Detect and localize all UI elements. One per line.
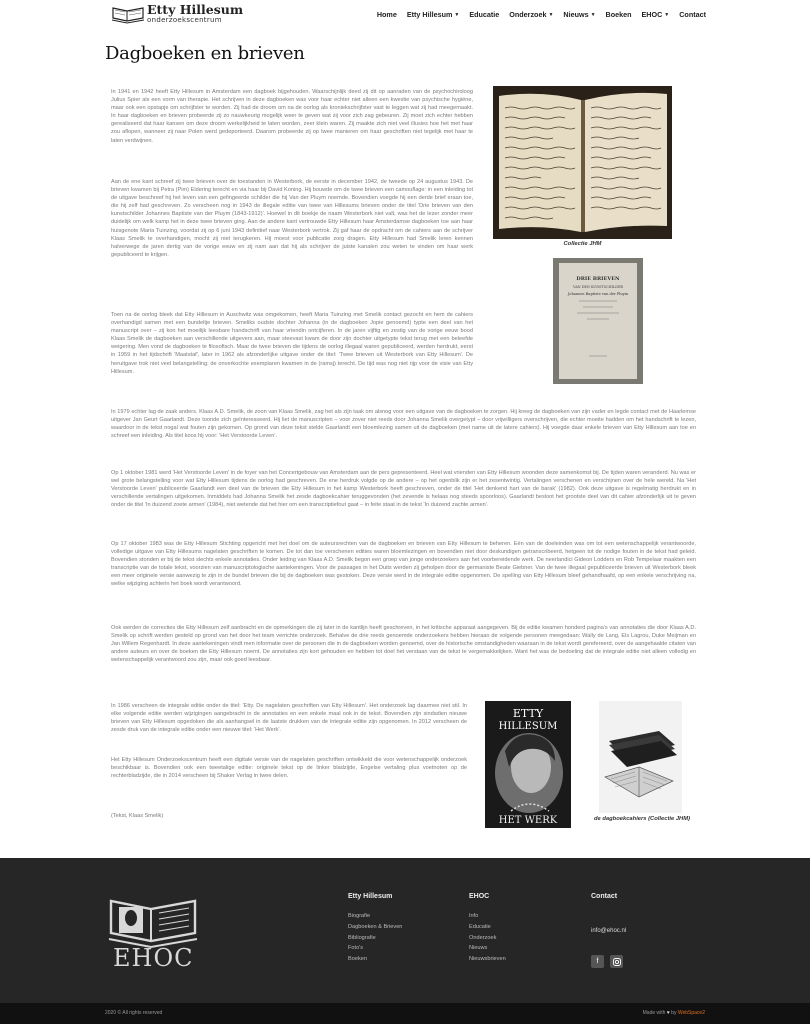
instagram-icon[interactable]: [610, 955, 623, 968]
book-logo-icon: [111, 4, 145, 24]
paragraph-8: In 1986 verscheen de integrale editie onder de titel: 'Etty. De nagelaten geschriften van Etty Hillesum'. Het onderzoek lag daarmee niet stil. In elke volgende editie werden wijzigingen aangebracht in de annotaties en een enkele maal ook in de tekst. Bovendien zijn sindsdien nieuwe brieven van Etty Hillesum opgedoken die als aanhangsel in de laatste drukken van de integrale editie zijn opgenomen. In 2012 verscheen de zesde druk van de integrale editie onder een nieuwe titel: 'Het Werk'.: [111, 703, 467, 734]
book-cover-title-1: ETTY: [512, 707, 544, 720]
nav-label: Contact: [679, 10, 706, 19]
footer-link-onderzoek[interactable]: Onderzoek: [469, 934, 497, 941]
nav-nieuws[interactable]: [563, 10, 595, 19]
made-with-credit: [643, 1010, 705, 1016]
caret-down-icon: ▼: [664, 11, 670, 18]
footer-link-info[interactable]: Info: [469, 913, 479, 919]
paragraph-3: Toen na de oorlog bleek dat Etty Hillesum in Auschwitz was omgekomen, heeft Maria Tuinzing met Smelik contact gezocht en hem de cahiers overhandigd samen met een bundeltje brieven. Smeliks oudste dochter Johanna (in de dagboeken Jopie genoemd) typte een deel van het manuscript over – zij kon het moeilijk leesbare handschrift van haar vriendin ontcijferen. In de jaren vijftig en zestig van de vorige eeuw bood Klaas Smelik de dagboeken aan verschillende uitgevers aan, maar steevast kwam de door zijn dochter uitgetypte tekst terug met een beleefde weigering. Men vond de dagboeken te filosofisch. Maar de twee brieven die tijdens de oorlog illegaal waren gepubliceerd, werden herdrukt, eerst in 1959 in het tijdschrift 'Maatstaf', later in 1962 als afzonderlijke uitgave onder de titel: 'Twee brieven uit Westerbork van Etty Hillesum'. De heruitgave trok niet veel belangstelling; de onverkochte exemplaren kwamen in de (ramsj) terecht. De tijd was nog niet rijp voor de visie van Etty Hillesum.: [111, 312, 473, 375]
caret-down-icon: ▼: [454, 11, 460, 18]
paragraph-5: Op 1 oktober 1981 werd 'Het Verstoorde Leven' in de foyer van het Concertgebouw van Amsterdam aan de pers gepresenteerd. Heel wat vrienden van Etty Hillesum woonden deze samenkomst bij. De tijden waren veranderd. Nu was er wel grote belangstelling voor wat Etty Hillesum tijdens de oorlog had geschreven. De ene herdruk volgde op de andere – op het ogenblik zijn er het zesentwintig. Vertalingen verschenen en verschijnen over de hele wereld. Na 'Het Verstoorde Leven' publiceerde Gaarlandt een deel van de brieven die Etty Hillesum in het kamp Westerbork heeft geschreven, onder de titel 'Het denkend hart van de barak' (1982). Ook deze uitgave is regelmatig herdrukt en in verschillende vertalingen uitgekomen. Inmiddels had Johanna Smelik het zesde dagboekcahier teruggevonden (het zevende is helaas nog steeds spoorloos). Gaarlandt besloot het grootste deel van dit cahier afzonderlijk uit te geven onder de titel 'In duizend zoete armen' (1984), niet wetende dat het hier om een transcriptiefout gaat – in feite staat in de tekst 'In duizend zachte armen'.: [111, 470, 696, 509]
booklet-line-1: DRIE BRIEVEN: [576, 276, 620, 282]
webspace2-link[interactable]: WebSpace2: [677, 1010, 705, 1016]
paragraph-7: Ook werden de correcties die Etty Hillesum zelf aanbracht en de opmerkingen die zij later in de kantlijn heeft geschreven, in het kritische apparaat aangegeven. Bij de editie kwamen honderd pagina's van annotaties die door Klaas A.D. Smelik op schrift werden gesteld op grond van het door het team verrichte onderzoek. Behalve de drie reeds genoemde onderzoekers hebben hieraan de volgende personen meegedaan: Wally de Lang, Els Lagrou, Duke Meijman en Jan Willem Regenhardt. In deze aantekeningen vindt men informatie over de personen die in de dagboeken worden genoemd, over de historische omstandigheden waaraan in de tekst wordt gerefereerd, over de aangehaalde citaten van andere auteurs en over de boeken die Etty Hillesum noemt. De annotaties zijn kort gehouden en hebben tot doel het verstaan van de tekst te vergemakkelijken. Want het was de bedoeling dat de integrale editie niet alleen volledig en wetenschappelijk verantwoord zou zijn, maar ook goed leesbaar.: [111, 625, 696, 664]
footer-col-ehoc-links: [469, 911, 506, 965]
nav-etty-hillesum[interactable]: [407, 10, 460, 19]
footer-link-boeken[interactable]: Boeken: [348, 956, 367, 963]
footer-link-nieuwsbrieven[interactable]: Nieuwsbrieven: [469, 956, 506, 963]
paragraph-6: Op 17 oktober 1983 was de Etty Hillesum Stichting opgericht met het doel om de auteursrechten van de dagboeken en brieven van Etty Hillesum te beheren. Eén van de doeleinden was om tot een wetenschappelijk verantwoorde, volledige uitgave van Etty Hillesums nagelaten geschriften te komen. De tot dan toe verschenen edities waren bloemlezingen en bovendien niet door deskundigen getranscribeerd, hetgeen tot de nodige fouten in de tekst had geleid. Bovendien stonden er bij de tekst slechts enkele annotaties. Onder leiding van Klaas A.D. Smelik begon een groep van jonge onderzoekers aan het voorbereidende werk. De neerlandici Gideon Lodders en Rob Tempelaar maakten een transcriptie van de totale tekst, voorzien van manuscriptologische aantekeningen. Voor de passages in het Duits werden zij geholpen door de germaniste Beate Giebner. Van de twee illegaal gepubliceerde brieven uit Westerbork bleek een meer originele versie aanwezig te zijn in de bundel brieven die bij de dagboeken was gestoken. Deze versie werd in de integrale editie opgenomen. De spelling van Etty Hillesum bleef gehandhaafd, op een enkele verschrijving na, welke wijziging achterin het boek wordt verantwoord.: [111, 541, 696, 588]
booklet-line-3: Johannes Baptiste van der Pluym: [567, 292, 629, 296]
nav-onderzoek[interactable]: [509, 10, 553, 19]
made-with-label: Made with: [642, 1010, 666, 1016]
caret-down-icon: ▼: [548, 11, 554, 18]
site-logo[interactable]: [111, 4, 243, 24]
notebooks-photo: [599, 701, 682, 813]
footer-link-educatie[interactable]: Educatie: [469, 923, 491, 930]
facebook-icon[interactable]: f: [591, 955, 604, 968]
footer-link-biografie[interactable]: Biografie: [348, 913, 371, 919]
notebooks-photo-caption: de dagboekcahiers (Collectie JHM): [594, 816, 690, 822]
nav-contact[interactable]: [679, 10, 706, 19]
footer-email-link[interactable]: info@ehoc.nl: [591, 928, 627, 934]
nav-boeken[interactable]: [606, 10, 632, 19]
caret-down-icon: ▼: [590, 11, 596, 18]
logo-title: Etty Hillesum: [147, 2, 244, 18]
footer-link-dagboeken[interactable]: Dagboeken & Brieven: [348, 923, 403, 930]
main-nav: [377, 10, 706, 19]
nav-label: Home: [376, 10, 397, 19]
nav-ehoc[interactable]: [642, 10, 670, 19]
nav-home[interactable]: [377, 10, 397, 19]
book-cover-title-2: HILLESUM: [498, 721, 558, 732]
heart-icon: ♥: [666, 1010, 670, 1016]
copyright-text: 2020 © All rights reserved: [105, 1010, 163, 1016]
footer-col-etty-title: Etty Hillesum: [348, 893, 393, 900]
logo-subtitle: onderzoekscentrum: [147, 15, 222, 24]
nav-label: EHOC: [641, 10, 663, 19]
nav-label: Nieuws: [563, 10, 589, 19]
nav-label: Boeken: [605, 10, 632, 19]
footer-col-contact-title: Contact: [591, 893, 618, 900]
nav-label: Etty Hillesum: [406, 10, 453, 19]
nav-label: Onderzoek: [509, 10, 547, 19]
paragraph-4: In 1979 echter lag de zaak anders. Klaas A.D. Smelik, de zoon van Klaas Smelik, zag het als zijn taak om alsnog voor een uitgave van de dagboeken te zorgen. Hij kreeg de dagboeken van zijn vader en legde contact met de Haarlemse uitgever Jan Geurt Gaarlandt. Deze toonde zich geïnteresseerd. Hij liet de manuscripten – voor zover niet reeds door Johanna Smelik overgetypt – door vrijwilligers overschrijven, die echter moeite hadden om het handschrift te lezen, waardoor in de tekst nogal wat fouten zijn gekomen. Op grond van deze tekst stelde Gaarlandt een bloemlezing samen uit de dagboeken (met name uit de latere cahiers). Hij voegde daar enkele brieven van Etty Hillesum aan toe en schreef een inleiding. Als titel koos hij voor: 'Het Verstoorde Leven'.: [111, 409, 696, 440]
paragraph-credit: (Tekst, Klaas Smelik): [111, 813, 164, 819]
footer-link-bibliografie[interactable]: Bibliografie: [348, 934, 376, 941]
booklet-photo: [553, 258, 643, 384]
nav-label: Educatie: [469, 10, 500, 19]
paragraph-1: In 1941 en 1942 heeft Etty Hillesum in Amsterdam een dagboek bijgehouden. Waarschijnlijk deed zij dit op aanraden van de psychochiroloog Julius Spier als een vorm van therapie. Het schrijven in deze dagboeken was voor haar echter niet alleen een kwestie van psychische hygiëne, maar ook een opstapje om schrijfster te worden. Zij had de droom om na de oorlog als kroniekschrijfster vast te leggen wat zij had meegemaakt. In haar dagboeken en brieven probeerde zij zo nauwkeurig mogelijk weer te geven wat zij voor zich zag gebeuren. Zij moet zich echter hebben gerealiseerd dat haar kansen om deze droom werkelijkheid te laten worden, zeer klein waren. Zij maakte zich niet veel illusies hoe het met haar zou aflopen, wanneer zij naar Polen werd gedeporteerd. Daarom probeerde zij op twee manieren om haar geschriften niet tegelijk met haar te laten verdwijnen.: [111, 89, 473, 144]
paragraph-9: Het Etty Hillesum Onderzoekscentrum heeft een digitale versie van de nagelaten geschriften ontwikkeld die voor wetenschappelijk onderzoek beschikbaar is. Bovendien ook een tweetalige editie: originele tekst op de linker bladzijde, Engelse vertaling plus voetnoten op de rechterbladzijde, die in 2014 verscheen bij Shaker Verlag in twee delen.: [111, 757, 467, 780]
book-cover-bottom: HET WERK: [498, 815, 558, 826]
site-header: [0, 0, 810, 32]
made-by-label: by: [671, 1010, 677, 1016]
booklet-line-2: VAN DEN KUNSTSCHILDER: [573, 285, 623, 289]
book-cover-het-werk: [485, 701, 571, 828]
footer-link-nieuws[interactable]: Nieuws: [469, 945, 488, 952]
footer-link-fotos[interactable]: Foto's: [348, 945, 364, 952]
diary-photo: [493, 86, 672, 239]
instagram-glyph: [613, 958, 621, 966]
diary-photo-caption: Collectie JHM: [563, 241, 602, 247]
paragraph-2: Aan de ene kant schreef zij twee brieven over de toestanden in Westerbork, de eerste in december 1942, de tweede op 24 augustus 1943. De brieven kwamen bij Petra (Pim) Eldering terecht en via haar bij David Koning. Hij bouwde om de twee brieven een camouflage: in een inleiding tot de uitgave beschreef hij het leven van een gefingeerde schilder die hij Van der Pluym noemde. Bovendien voegde hij een derde brief eraan toe, die hij zelf had geschreven. Zo verscheen nog in 1943 de illegale editie van twee van Hillesums brieven onder de titel 'Drie brieven van den kunstschilder Johannes Baptiste van der Pluym (1843-1912)'. Hoewel in dit boekje de naam Westerbork niet valt, was het de lezer zonder meer duidelijk om welk kamp het in deze twee brieven ging. Aan de andere kant vertrouwde Etty Hillesum haar Amsterdamse dagboeken toe aan haar huisgenote Maria Tuinzing, voordat zij op 6 juni 1943 definitief naar Westerbork vertrok. Zij gaf haar de opdracht om de cahiers aan de schrijver Klaas Smelik te overhandigen, mocht zij niet terugkeren. Hij moest voor publicatie zorg dragen. Etty Hillesum had Smelik leren kennen halverwege de jaren dertig van de vorige eeuw en zij nam aan dat hij als schrijver de juiste kanalen zou weten te vinden om haar werk gepubliceerd te krijgen.: [111, 179, 473, 258]
footer-col-ehoc-title: EHOC: [469, 893, 490, 900]
footer-col-etty-links: [348, 911, 402, 965]
footer-logo-word: EHOC: [113, 944, 194, 972]
page-title: Dagboeken en brieven: [105, 43, 305, 64]
nav-educatie[interactable]: [469, 10, 499, 19]
